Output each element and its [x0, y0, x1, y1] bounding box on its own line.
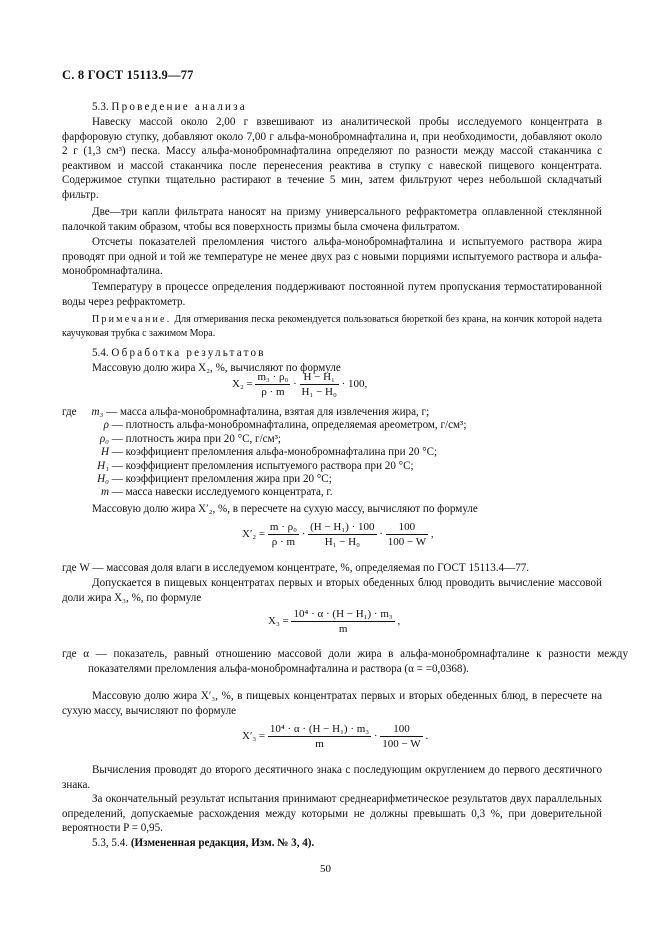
section-number: 5.4.	[92, 347, 109, 359]
definition-row: H₀ — коэффициент преломления жира при 20 °С;	[97, 473, 332, 486]
section-title: Проведение анализа	[111, 101, 247, 113]
intro-formula-2: Массовую долю жира X′₂, %, в пересчете на сухую массу, вычисляют по формуле	[92, 503, 478, 515]
definition-row: m — масса навески исследуемого концентрата, г.	[100, 486, 333, 499]
formula-x3-dry: X′₃ = $\frac{\text{10⁴ · α · (H − H₁) · m₃}}{m}$ · $\frac{100}{100 - W}$ .	[242, 723, 429, 750]
definition-row: где m₃ — масса альфа-монобромнафталина, взятая для извлечения жира, г;	[62, 406, 430, 418]
page-number: 50	[320, 863, 331, 875]
section-title: Обработка результатов	[111, 347, 266, 359]
amendment-text: (Измененная редакция, Изм. № 3, 4).	[130, 837, 315, 849]
paragraph-rounding: Вычисления проводят до второго десятичного знака с последующим округлением до первого десятичного знака.	[62, 764, 602, 791]
note	[62, 313, 602, 340]
intro-formula-4: Массовую долю жира X′₃, %, в пищевых концентратах первых и вторых обеденных блюд, в пересчете на сухую массу, вычисляют по формуле	[62, 690, 602, 717]
paragraph-drops: Две—три капли фильтрата наносят на призму универсального рефрактометра оплавленной стеклянной палочкой таким образом, чтобы вся поверхность призмы была смочена фильтратом.	[62, 206, 602, 233]
section-5-3-heading	[62, 100, 602, 115]
definition-row: H — коэффициент преломления альфа-монобромнафталина при 20 °С;	[100, 446, 438, 459]
running-header: С. 8 ГОСТ 15113.9—77	[62, 68, 194, 82]
symbol-definitions	[62, 406, 466, 500]
definition-row: ρ — плотность альфа-монобромнафталина, определяемая ареометром, г/см³;	[103, 419, 467, 432]
formula-x3: X₃ = $\frac{\text{10⁴ · α · (H − H₁) · m₃}}{m}$ ,	[268, 608, 401, 635]
intro-formula-3: Допускается в пищевых концентратах первых и вторых обеденных блюд проводить вычисление массовой доли жира X₃, %, по формуле	[62, 577, 602, 604]
amendment-ref: 5.3, 5.4.	[92, 837, 129, 849]
formula-x2: X₂ = $\frac{\text{m₃ · ρ₀}}{\rho \cdot m}$ · $\frac{\text{H − H₁}}{\text{H₁ − H₀}}$ · 100,	[232, 371, 368, 398]
definition-row: H₁ — коэффициент преломления испытуемого раствора при 20 °С;	[97, 459, 414, 472]
formula-x2-dry: X′₂ = $\frac{\text{m · ρ₀}}{\rho \cdot m}$ · $\frac{\text{(H − H₁) · 100}}{\text{H₁ − H₀}}$ · $\frac{100}{100 - W}$ ,	[242, 521, 434, 548]
section-5-4-heading	[62, 346, 602, 361]
w-definition: где W — массовая доля влаги в исследуемом концентрате, %, определяемая по ГОСТ 15113.4—77.	[62, 562, 530, 574]
paragraph-procedure: Навеску массой около 2,00 г взвешивают из аналитической пробы исследуемого концентрата в фарфоровую ступку, добавляют около 7,00 г альфа-монобромнафталина и, при необходимости, добавляют около 2 г (1,3 см³) песка. Массу альфа-монобромнафталина определяют по разности между массой стаканчика с реактивом и массой стаканчика после перенесения реактива в ступку с навеской пищевого концентрата. Содержимое ступки тщательно растирают в течение 5 мин, затем фильтруют через небольшой складчатый фильтр.	[62, 116, 602, 201]
amendment-note	[62, 836, 602, 851]
note-text: Для отмеривания песка рекомендуется пользоваться бюреткой без крана, на кончик которой надета каучуковая трубка с зажимом Мора.	[62, 314, 602, 339]
alpha-definition: где α — показатель, равный отношению массовой доли жира в альфа-монобромнафталине к разности между показателями преломления альфа-монобромнафталина и раствора (α = =0,0368).	[62, 648, 628, 675]
note-label: Примечание.	[92, 314, 172, 325]
section-number: 5.3.	[92, 101, 109, 113]
paragraph-final-result: За окончательный результат испытания принимают среднеарифметическое результатов двух параллельных определений, допускаемые расхождения между которыми не должны превышать 0,3 %, при доверительной вероятности P = 0,95.	[62, 793, 602, 835]
intro-formula-1: Массовую долю жира X₂, %, вычисляют по формуле	[92, 362, 341, 374]
paragraph-readings: Отсчеты показателей преломления чистого альфа-монобромнафталина и испытуемого раствора жира проводят при одной и той же температуре не менее двух раз с новыми порциями испытуемого раствора и альфа-монобромнафталина.	[62, 236, 602, 278]
definition-row: ρ₀ — плотность жира при 20 °С, г/см³;	[99, 432, 282, 445]
paragraph-temperature: Температуру в процессе определения поддерживают постоянной путем пропускания термостатированной воды через рефрактометр.	[62, 281, 602, 308]
